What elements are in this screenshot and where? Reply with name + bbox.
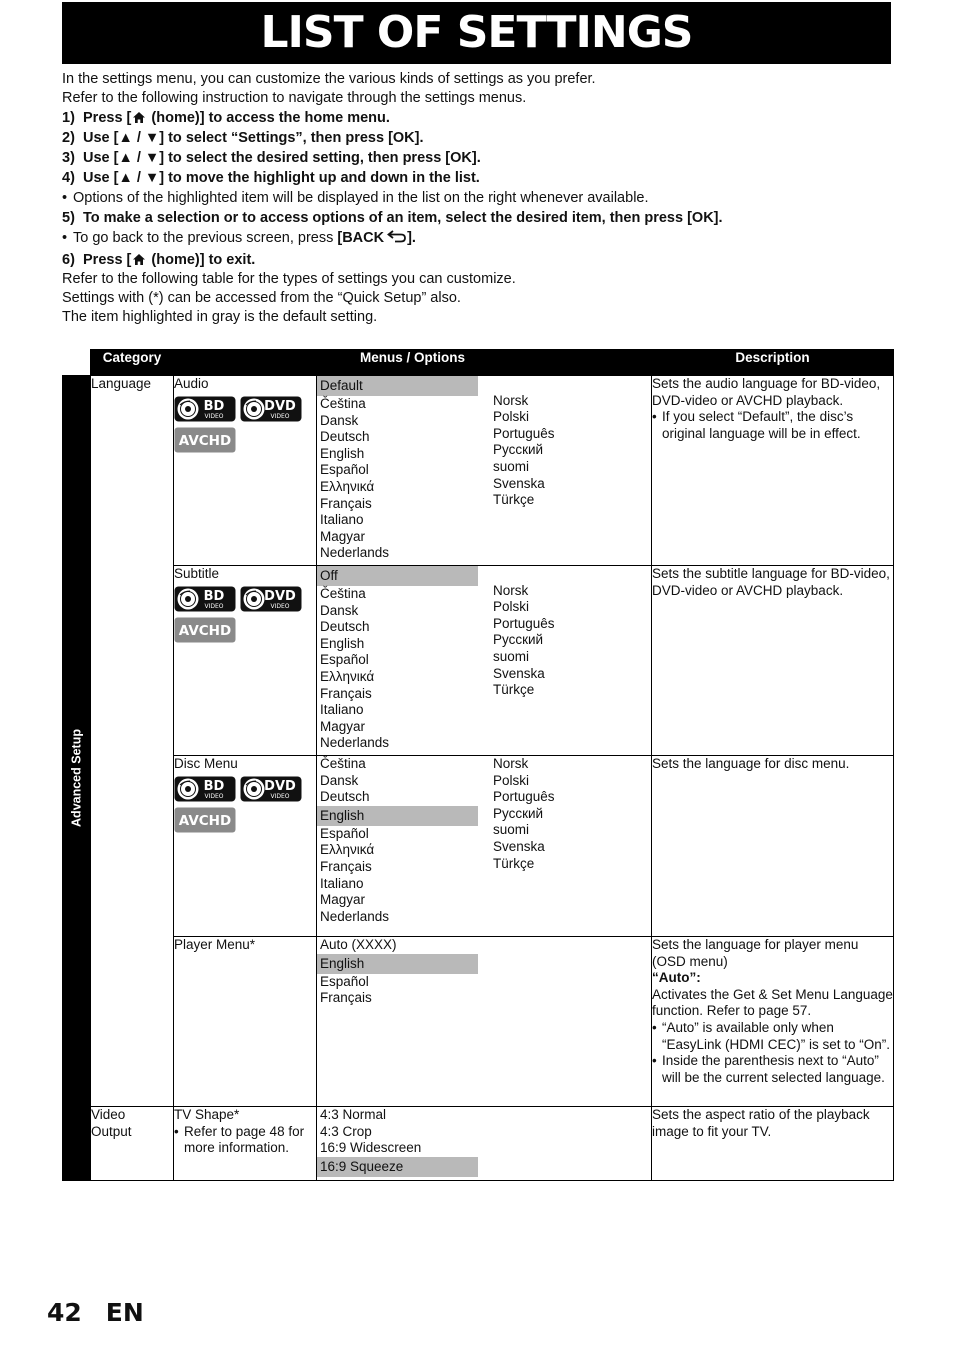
description-cell: [652, 376, 894, 566]
avchd-badge: [174, 617, 236, 643]
svg-text:VIDEO: VIDEO: [204, 412, 224, 420]
option-item: Polski: [493, 772, 530, 788]
option-item: Ελληνικά: [320, 842, 375, 858]
option-item: Nederlands: [320, 735, 390, 751]
advanced-setup-bar: Advanced Setup: [63, 376, 91, 1181]
menu-cell: [174, 756, 317, 937]
option-item: 16:9 Widescreen: [320, 1140, 422, 1156]
option-item: Magyar: [320, 718, 366, 734]
option-item: suomi: [493, 458, 530, 474]
menu-name: Audio: [174, 376, 209, 391]
option-item: Français: [320, 495, 372, 511]
option-item: Italiano: [320, 875, 364, 891]
intro-line-1: In the settings menu, you can customize the various kinds of settings as you prefer.: [62, 71, 596, 87]
svg-text:VIDEO: VIDEO: [204, 602, 224, 610]
option-item: Español: [320, 652, 369, 668]
description-text: Sets the language for player menu (OSD menu): [652, 937, 859, 969]
option-item: Español: [320, 825, 369, 841]
option-item: Deutsch: [320, 429, 370, 445]
option-item: Français: [320, 858, 372, 874]
avchd-badge: [174, 427, 236, 453]
description-text: Sets the audio language for BD-video, DVD-video or AVCHD playback.: [652, 376, 881, 408]
menu-cell: [174, 376, 317, 566]
option-item: Português: [493, 789, 555, 805]
svg-text:BD: BD: [203, 588, 225, 604]
page-number: 42: [47, 1298, 82, 1327]
option-item: Off: [317, 566, 478, 586]
description-text: Activates the Get & Set Menu Language function. Refer to page 57.: [652, 986, 893, 1019]
menu-name: Disc Menu: [174, 756, 238, 771]
svg-text:VIDEO: VIDEO: [270, 602, 290, 610]
page-title: LIST OF SETTINGS: [62, 2, 891, 64]
dvd-video-badge: [240, 396, 302, 422]
option-item: Français: [320, 685, 372, 701]
menu-name: Subtitle: [174, 566, 220, 581]
svg-text:AVCHD: AVCHD: [178, 622, 232, 639]
option-item: suomi: [493, 822, 530, 838]
description-bullet: • If you select “Default”, the disc’s original language will be in effect.: [652, 409, 861, 441]
description-cell: [652, 566, 894, 756]
option-item: Čeština: [320, 586, 366, 601]
description-subheading: “Auto”:: [652, 970, 701, 986]
option-item: 16:9 Squeeze: [317, 1157, 478, 1177]
menu-cell: [174, 1107, 317, 1181]
page-footer: [47, 1298, 168, 1327]
option-item: Türkçe: [493, 855, 535, 871]
option-item: Nederlands: [320, 908, 390, 924]
option-item: Español: [320, 973, 369, 989]
step-4: 4) Use [▲ / ▼] to move the highlight up and down in the list.: [62, 170, 480, 186]
option-item: English: [317, 806, 478, 826]
options-cell: [317, 566, 652, 756]
description-bullet: • Inside the parenthesis next to “Auto” will be the current selected language.: [652, 1053, 885, 1085]
menu-cell: [174, 566, 317, 756]
option-item: Magyar: [320, 892, 366, 908]
option-item: English: [320, 635, 365, 651]
option-item: Čeština: [320, 396, 366, 411]
step-1: 1) Press [ (home)] to access the home menu.: [62, 110, 390, 126]
option-item: Svenska: [493, 838, 545, 854]
option-item: Svenska: [493, 665, 545, 681]
step-4-bullet: • Options of the highlighted item will be displayed in the list on the right whenever available.: [62, 190, 649, 206]
description-text: Sets the language for disc menu.: [652, 756, 850, 771]
option-item: Norsk: [493, 582, 529, 598]
description-bullet: • “Auto” is available only when “EasyLink (HDMI CEC)” is set to “On”.: [652, 1019, 891, 1052]
option-item: 4:3 Crop: [320, 1123, 372, 1139]
category-video-output: Video Output: [91, 1107, 174, 1181]
option-item: English: [320, 445, 365, 461]
step-6: 6) Press [ (home)] to exit.: [62, 252, 256, 268]
option-item: Deutsch: [320, 619, 370, 635]
svg-text:BD: BD: [203, 398, 225, 414]
bd-video-badge: [174, 586, 236, 612]
language-code: EN: [105, 1298, 144, 1327]
step-5-bullet: • To go back to the previous screen, press [BACK ].: [62, 230, 416, 246]
svg-text:AVCHD: AVCHD: [178, 432, 232, 449]
step-3: 3) Use [▲ / ▼] to select the desired setting, then press [OK].: [62, 150, 481, 166]
svg-text:DVD: DVD: [264, 778, 296, 794]
menu-name: Player Menu*: [174, 937, 256, 952]
menu-cell: [174, 937, 317, 1107]
menu-bullet: • Refer to page 48 for more information.: [174, 1123, 305, 1156]
bd-video-badge: [174, 776, 236, 802]
description-cell: [652, 937, 894, 1107]
option-item: Deutsch: [320, 789, 370, 805]
option-item: Türkçe: [493, 682, 535, 698]
option-item: [490, 566, 650, 583]
header-category: Category: [91, 350, 174, 376]
option-item: English: [317, 954, 478, 974]
intro-section: [62, 70, 902, 327]
option-item: Čeština: [320, 756, 366, 771]
option-item: Dansk: [320, 602, 359, 618]
svg-text:VIDEO: VIDEO: [204, 792, 224, 800]
option-item: Magyar: [320, 528, 366, 544]
option-item: [490, 376, 650, 393]
bd-video-badge: [174, 396, 236, 422]
intro-line-2: Refer to the following instruction to navigate through the settings menus.: [62, 90, 527, 106]
option-item: Polski: [493, 599, 530, 615]
back-icon: [387, 230, 407, 243]
svg-text:DVD: DVD: [264, 588, 296, 604]
option-item: Norsk: [493, 756, 529, 771]
options-cell: [317, 1107, 652, 1181]
option-item: Français: [320, 990, 372, 1006]
option-item: Polski: [493, 409, 530, 425]
note-2: Settings with (*) can be accessed from the “Quick Setup” also.: [62, 290, 461, 306]
dvd-video-badge: [240, 586, 302, 612]
option-item: Dansk: [320, 412, 359, 428]
menu-name: TV Shape*: [174, 1107, 240, 1122]
options-cell: [317, 376, 652, 566]
option-item: Norsk: [493, 392, 529, 408]
svg-text:VIDEO: VIDEO: [270, 412, 290, 420]
note-1: Refer to the following table for the types of settings you can customize.: [62, 271, 516, 287]
option-item: Português: [493, 425, 555, 441]
option-item: Español: [320, 462, 369, 478]
option-item: Türkçe: [493, 492, 535, 508]
option-item: Português: [493, 615, 555, 631]
option-item: Dansk: [320, 772, 359, 788]
svg-text:VIDEO: VIDEO: [270, 792, 290, 800]
home-icon: [132, 253, 146, 266]
home-icon: [132, 111, 146, 124]
option-item: Italiano: [320, 512, 364, 528]
option-item: 4:3 Normal: [320, 1107, 387, 1122]
svg-text:AVCHD: AVCHD: [178, 812, 232, 829]
svg-text:DVD: DVD: [264, 398, 296, 414]
dvd-video-badge: [240, 776, 302, 802]
options-cell: [317, 756, 652, 937]
note-3: The item highlighted in gray is the default setting.: [62, 309, 378, 325]
svg-text:BD: BD: [203, 778, 225, 794]
avchd-badge: [174, 807, 236, 833]
option-item: Italiano: [320, 702, 364, 718]
option-item: Русский: [493, 805, 544, 821]
description-cell: [652, 1107, 894, 1181]
description-cell: [652, 756, 894, 937]
header-menus-options: Menus / Options: [174, 350, 652, 376]
option-item: Auto (XXXX): [320, 937, 397, 952]
option-item: Русский: [493, 442, 544, 458]
option-item: Default: [317, 376, 478, 396]
options-cell: [317, 937, 652, 1107]
step-5: 5) To make a selection or to access options of an item, select the desired item, then press [OK].: [62, 210, 723, 226]
step-2: 2) Use [▲ / ▼] to select “Settings”, then press [OK].: [62, 130, 424, 146]
option-item: Ελληνικά: [320, 478, 375, 494]
header-description: Description: [652, 350, 894, 376]
category-language: Language: [91, 376, 174, 1107]
option-item: Русский: [493, 632, 544, 648]
settings-table: [62, 349, 894, 1181]
description-text: Sets the aspect ratio of the playback image to fit your TV.: [652, 1107, 870, 1139]
option-item: Ελληνικά: [320, 668, 375, 684]
option-item: Svenska: [493, 475, 545, 491]
description-text: Sets the subtitle language for BD-video, DVD-video or AVCHD playback.: [652, 566, 890, 598]
option-item: Nederlands: [320, 545, 390, 561]
option-item: suomi: [493, 648, 530, 664]
